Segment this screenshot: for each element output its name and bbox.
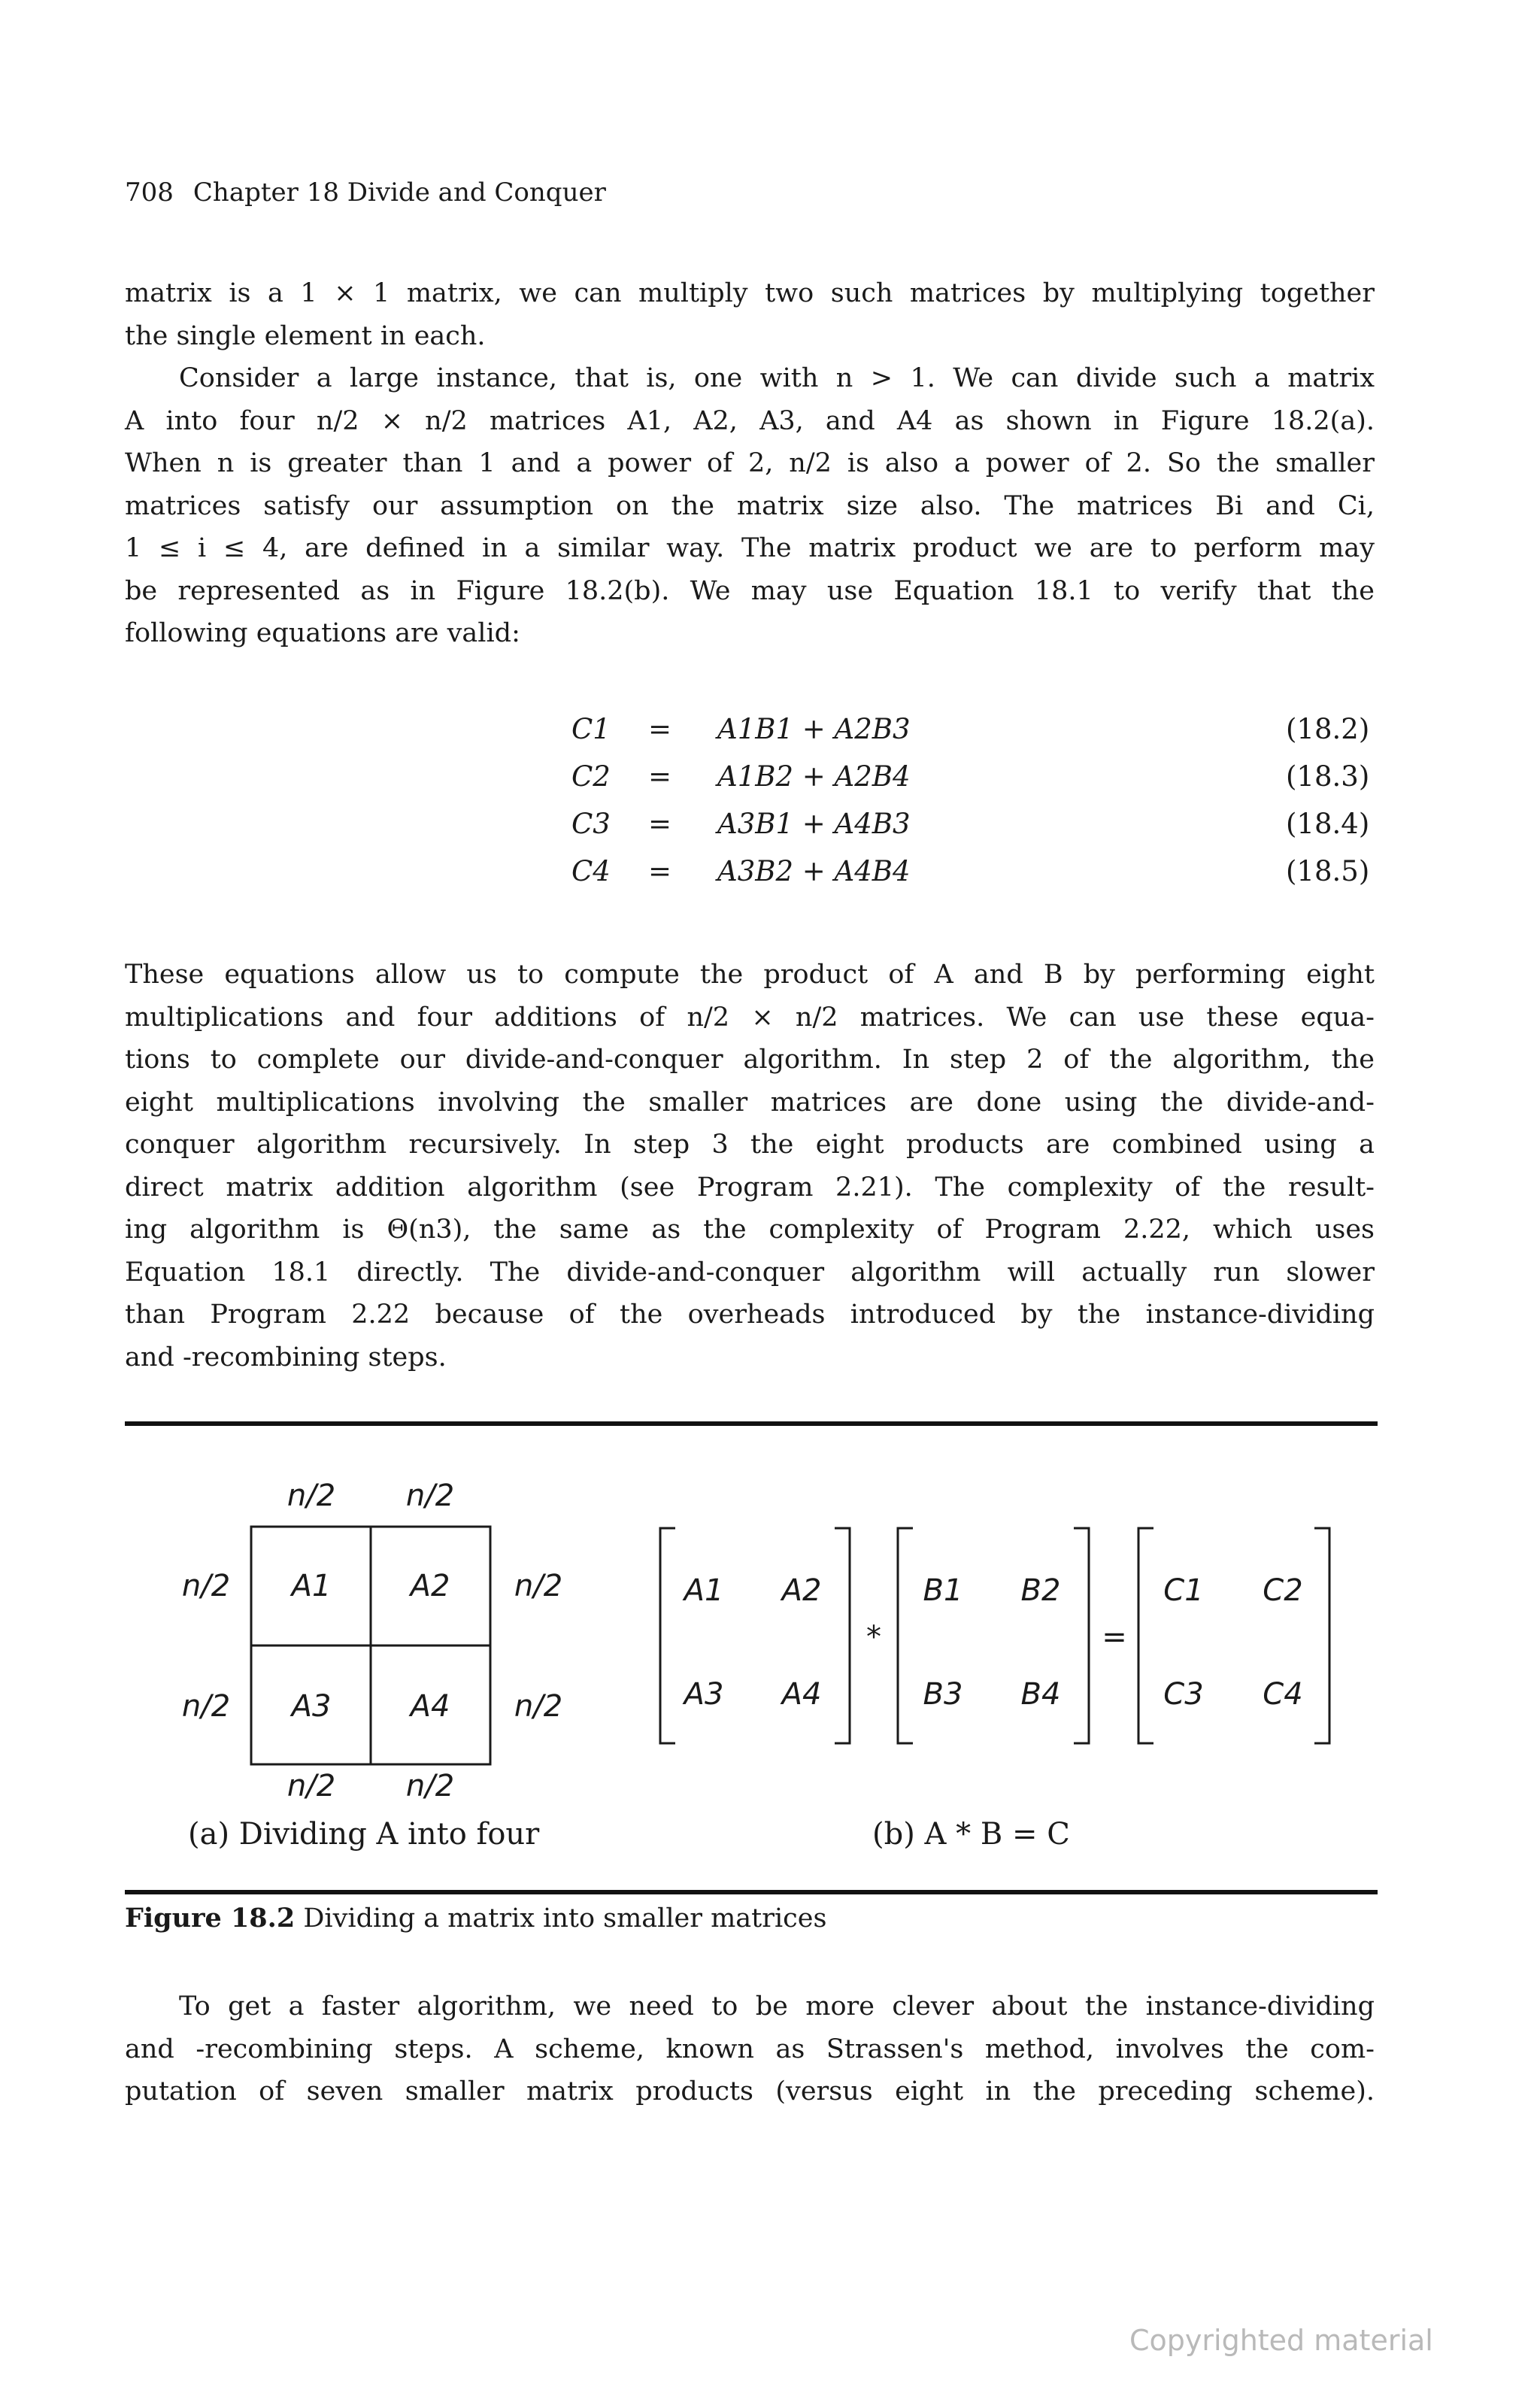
text-line: Equation 18.1 directly. The divide-and-conquer algorithm will actually run slower bbox=[125, 1257, 1375, 1288]
text-line: the single element in each. bbox=[125, 320, 486, 351]
matrix-a-right-bracket bbox=[835, 1528, 850, 1743]
text-line: 1 ≤ i ≤ 4, are defined in a similar way. The matrix product we are to perform may bbox=[125, 533, 1375, 563]
equation-rhs: A1B2 + A2B4 bbox=[717, 760, 911, 793]
text-line: than Program 2.22 because of the overheads introduced by the instance-dividing bbox=[125, 1300, 1375, 1330]
grid-cell-a4: A4 bbox=[410, 1689, 450, 1724]
bottom-dim-label-left: n/2 bbox=[286, 1769, 336, 1803]
grid-cell-a3: A3 bbox=[291, 1689, 332, 1724]
equals-sign: = bbox=[648, 713, 672, 745]
subcaption-a: (a) Dividing A into four bbox=[188, 1817, 540, 1852]
text-line: eight multiplications involving the smaller matrices are done using the divide-and- bbox=[125, 1087, 1375, 1118]
matrix-a-left-bracket bbox=[660, 1528, 675, 1743]
page-number: 708 bbox=[125, 177, 174, 208]
paragraph-4 bbox=[125, 1985, 1375, 2113]
matrix-c-right-bracket bbox=[1314, 1528, 1329, 1743]
matrix-a-entry: A1 bbox=[684, 1573, 724, 1608]
running-header bbox=[125, 177, 606, 208]
text-line: multiplications and four additions of n/2 × n/2 matrices. We can use these equa- bbox=[125, 1002, 1375, 1033]
equation-number: (18.3) bbox=[1286, 760, 1370, 793]
text-line: direct matrix addition algorithm (see Program 2.21). The complexity of the result- bbox=[125, 1172, 1375, 1203]
figure-bottom-rule bbox=[125, 1890, 1378, 1894]
divided-matrix-diagram bbox=[182, 1479, 562, 1803]
matrix-b-right-bracket bbox=[1074, 1528, 1089, 1743]
figure-caption-text: Dividing a matrix into smaller matrices bbox=[303, 1903, 827, 1934]
matrix-b-entry: B2 bbox=[1020, 1573, 1061, 1608]
equals-sign: = bbox=[648, 808, 672, 840]
matrix-b-left-bracket bbox=[898, 1528, 913, 1743]
equation-rhs: A1B1 + A2B3 bbox=[717, 713, 911, 745]
paragraph-3 bbox=[125, 954, 1375, 1379]
equation-number: (18.5) bbox=[1286, 855, 1370, 887]
left-dim-label-top: n/2 bbox=[181, 1569, 231, 1603]
matrix-c-entry: C1 bbox=[1163, 1573, 1204, 1608]
equation-rhs: A3B1 + A4B3 bbox=[717, 808, 911, 840]
matrix-b-entry: B3 bbox=[923, 1677, 963, 1712]
grid-cell-a2: A2 bbox=[410, 1569, 450, 1603]
matrix-c-entry: C4 bbox=[1263, 1677, 1303, 1712]
text-line: matrix is a 1 × 1 matrix, we can multiply two such matrices by multiplying together bbox=[125, 278, 1375, 308]
matrix-a-entry: A4 bbox=[781, 1677, 822, 1712]
text-line: To get a faster algorithm, we need to be more clever about the instance-dividing bbox=[179, 1991, 1375, 2022]
matrix-a-entry: A3 bbox=[684, 1677, 724, 1712]
subcaption-b: (b) A * B = C bbox=[872, 1817, 1070, 1852]
text-line: following equations are valid: bbox=[125, 618, 520, 648]
grid-cell-a1: A1 bbox=[291, 1569, 332, 1603]
top-dim-label-right: n/2 bbox=[405, 1479, 455, 1513]
equals-operator: = bbox=[1102, 1620, 1127, 1655]
text-line: and -recombining steps. A scheme, known as Strassen's method, involves the com- bbox=[125, 2034, 1375, 2064]
equation-block bbox=[0, 713, 1540, 901]
equation-number: (18.4) bbox=[1286, 808, 1370, 840]
text-line: putation of seven smaller matrix products (versus eight in the preceding scheme). bbox=[125, 2076, 1375, 2107]
bottom-dim-label-right: n/2 bbox=[405, 1769, 455, 1803]
figure-caption bbox=[125, 1903, 826, 1934]
matrix-b-entry: B4 bbox=[1020, 1677, 1061, 1712]
equation-rhs: A3B2 + A4B4 bbox=[717, 855, 911, 887]
text-line: Consider a large instance, that is, one with n > 1. We can divide such a matrix bbox=[179, 363, 1375, 393]
text-line: These equations allow us to compute the product of A and B by performing eight bbox=[125, 960, 1375, 990]
equals-sign: = bbox=[648, 855, 672, 887]
text-line: matrices satisfy our assumption on the matrix size also. The matrices Bi and Ci, bbox=[125, 490, 1375, 521]
equation-lhs: C2 bbox=[571, 760, 611, 793]
top-dim-label-left: n/2 bbox=[286, 1479, 336, 1513]
text-line: A into four n/2 × n/2 matrices A1, A2, A3, and A4 as shown in Figure 18.2(a). bbox=[125, 405, 1375, 436]
matrix-c-left-bracket bbox=[1138, 1528, 1153, 1743]
figure-label: Figure 18.2 bbox=[125, 1903, 296, 1934]
matrix-c-entry: C3 bbox=[1163, 1677, 1204, 1712]
equation-lhs: C3 bbox=[571, 808, 611, 840]
text-line: conquer algorithm recursively. In step 3 the eight products are combined using a bbox=[125, 1130, 1375, 1160]
paragraph-1 bbox=[125, 272, 1375, 357]
copyright-watermark: Copyrighted material bbox=[1129, 2324, 1433, 2357]
figure-18-2 bbox=[0, 1429, 1540, 1865]
paragraph-2 bbox=[125, 357, 1375, 655]
matrix-c-entry: C2 bbox=[1263, 1573, 1303, 1608]
text-line: ing algorithm is Θ(n3), the same as the complexity of Program 2.22, which uses bbox=[125, 1215, 1375, 1245]
matrix-product-diagram bbox=[660, 1528, 1329, 1743]
matrix-b-entry: B1 bbox=[923, 1573, 963, 1608]
right-dim-label-bottom: n/2 bbox=[514, 1689, 563, 1724]
matrix-a-entry: A2 bbox=[781, 1573, 822, 1608]
text-line: and -recombining steps. bbox=[125, 1342, 447, 1372]
equation-lhs: C4 bbox=[571, 855, 611, 887]
multiply-operator: * bbox=[866, 1620, 881, 1655]
equation-lhs: C1 bbox=[571, 713, 611, 745]
text-line: When n is greater than 1 and a power of 2, n/2 is also a power of 2. So the smaller bbox=[125, 448, 1375, 478]
equals-sign: = bbox=[648, 760, 672, 793]
figure-top-rule bbox=[125, 1421, 1378, 1426]
right-dim-label-top: n/2 bbox=[514, 1569, 563, 1603]
chapter-title: Chapter 18 Divide and Conquer bbox=[192, 177, 606, 208]
left-dim-label-bottom: n/2 bbox=[181, 1689, 231, 1724]
text-line: tions to complete our divide-and-conquer algorithm. In step 2 of the algorithm, the bbox=[125, 1045, 1375, 1075]
text-line: be represented as in Figure 18.2(b). We may use Equation 18.1 to verify that the bbox=[125, 575, 1375, 606]
equation-number: (18.2) bbox=[1286, 713, 1370, 745]
